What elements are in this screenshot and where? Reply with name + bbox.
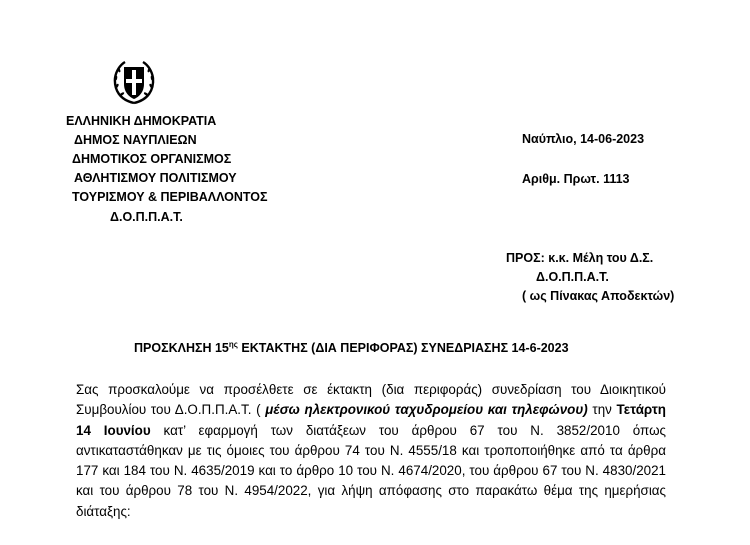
recipient-to: ΠΡΟΣ: κ.κ. Μέλη του Δ.Σ. xyxy=(506,251,654,265)
issuer-country: ΕΛΛΗΝΙΚΗ ΔΗΜΟΚΡΑΤΙΑ xyxy=(66,114,217,128)
issuer-organization-line1: ΔΗΜΟΤΙΚΟΣ ΟΡΓΑΝΙΣΜΟΣ xyxy=(72,152,232,166)
recipient-note: ( ως Πίνακας Αποδεκτών) xyxy=(522,289,675,303)
body-means-emphasis: μέσω ηλεκτρονικού ταχυδρομείου και τηλεφώνου) xyxy=(265,402,588,418)
heading-ordinal-suffix: ης xyxy=(228,340,238,349)
invitation-body xyxy=(76,380,666,522)
heading-subtitle: ΕΚΤΑΚΤΗΣ (ΔΙΑ ΠΕΡΙΦΟΡΑΣ) ΣΥΝΕΔΡΙΑΣΗΣ 14-6-2023 xyxy=(237,341,569,355)
issuer-organization-line2: ΑΘΛΗΤΙΣΜΟΥ ΠΟΛΙΤΙΣΜΟΥ xyxy=(74,171,237,185)
invitation-heading xyxy=(134,340,569,355)
place-date: Ναύπλιο, 14-06-2023 xyxy=(522,132,645,146)
recipient-organization: Δ.Ο.Π.Π.Α.Τ. xyxy=(536,270,609,284)
body-date-emphasis: Τετάρτη 14 Ιουνίου xyxy=(76,402,666,438)
body-text-3: κατ’ εφαρμογή των διατάξεων του άρθρου 67 του Ν. 3852/2010 όπως αντικαταστάθηκαν με τις όμοιες του άρθρου 74 του Ν. 4555/18 και τροποποιήθηκε από τα άρθρα 177 και 184 του Ν. 4635/2019 και το άρθρο 10 του Ν. 4674/2020, του άρθρου 67 του Ν. 4830/2021 και του άρθρου 78 του Ν. 4954/2022, για λήψη απόφασης στο παρακάτω θέμα της ημερήσιας διάταξης: xyxy=(76,422,667,519)
issuer-organization-line3: ΤΟΥΡΙΣΜΟΥ & ΠΕΡΙΒΑΛΛΟΝΤΟΣ xyxy=(72,190,268,204)
body-text-1: Σας προσκαλούμε να προσέλθετε σε έκτακτη (δια περιφοράς) συνεδρίαση του Διοικητικού Συμβουλίου του Δ.Ο.Π.Π.Α.Τ. ( xyxy=(76,382,666,418)
heading-title: ΠΡΟΣΚΛΗΣΗ 15 xyxy=(134,341,229,355)
issuer-municipality: ΔΗΜΟΣ ΝΑΥΠΛΙΕΩΝ xyxy=(74,133,197,147)
protocol-number: Αριθμ. Πρωτ. 1113 xyxy=(522,172,630,186)
issuer-acronym: Δ.Ο.Π.Π.Α.Τ. xyxy=(110,210,183,224)
greek-coat-of-arms-emblem xyxy=(110,58,158,106)
body-text-2: την xyxy=(587,402,617,418)
